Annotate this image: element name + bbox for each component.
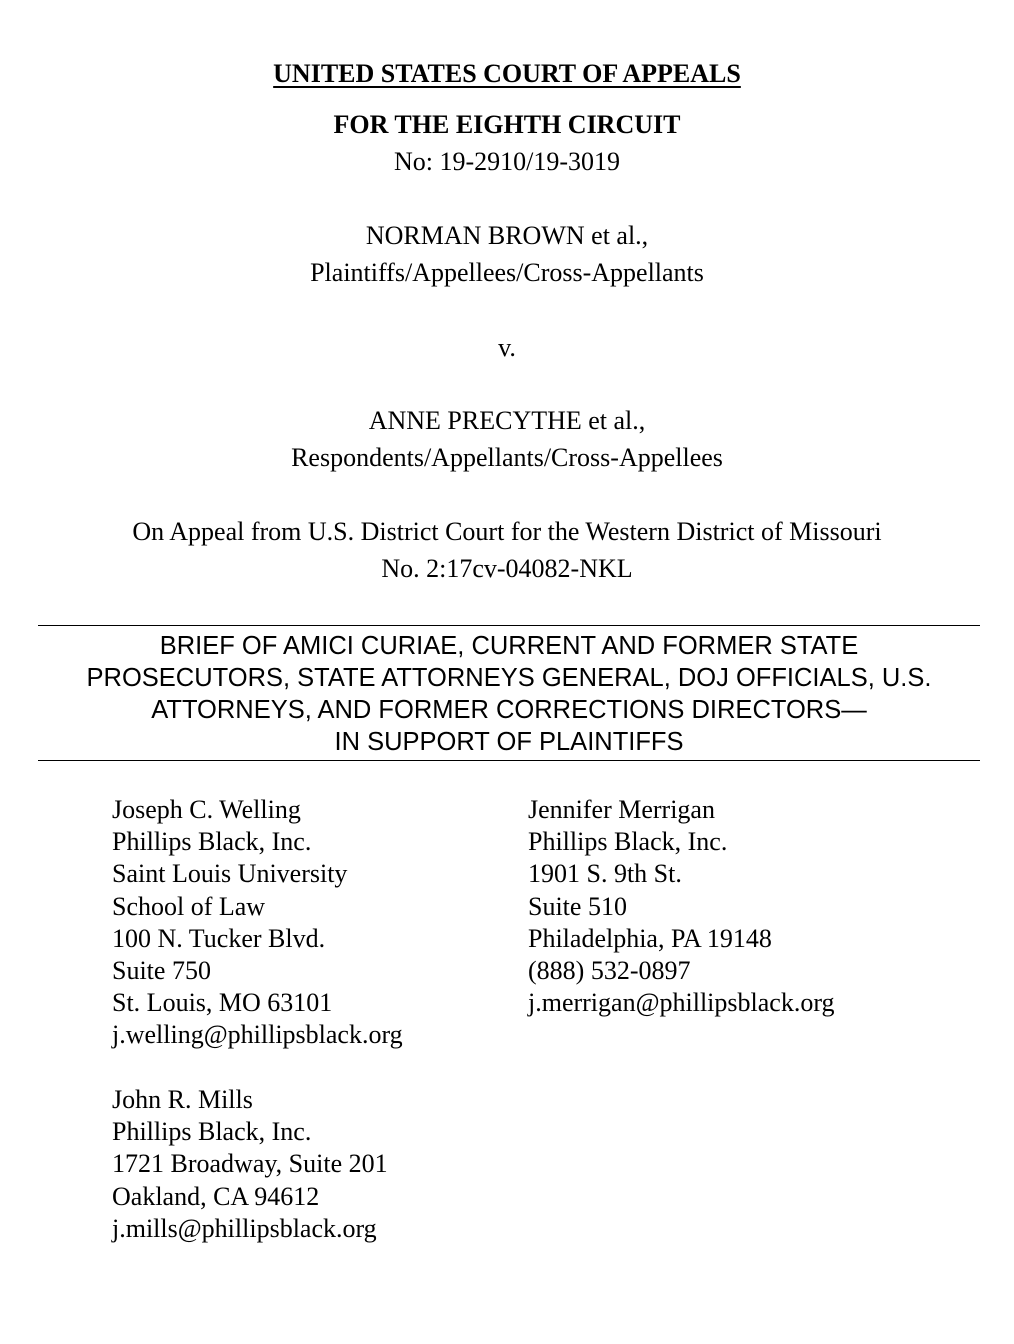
- bottom-rule: [38, 760, 980, 761]
- counsel-address-line: 1901 S. 9th St.: [528, 859, 682, 889]
- counsel-phone: (888) 532-0897: [528, 956, 691, 986]
- versus: v.: [498, 333, 516, 362]
- appeal-from: On Appeal from U.S. District Court for the Western District of Missouri: [132, 517, 882, 546]
- counsel-address-line: 1721 Broadway, Suite 201: [112, 1149, 388, 1179]
- counsel-firm: Phillips Black, Inc.: [112, 827, 312, 857]
- counsel-block-merrigan: [528, 794, 835, 1019]
- counsel-address-line: Saint Louis University: [112, 859, 348, 889]
- defendant-name: ANNE PRECYTHE et al.,: [368, 406, 646, 435]
- circuit-name: FOR THE EIGHTH CIRCUIT: [333, 110, 681, 139]
- brief-title-line: IN SUPPORT OF PLAINTIFFS: [334, 728, 684, 756]
- counsel-address-line: Oakland, CA 94612: [112, 1181, 320, 1211]
- counsel-address-line: Suite 510: [528, 891, 627, 921]
- counsel-email: j.mills@phillipsblack.org: [112, 1213, 377, 1243]
- counsel-name: John R. Mills: [112, 1085, 253, 1114]
- counsel-block-mills: [112, 1084, 388, 1245]
- counsel-firm: Phillips Black, Inc.: [528, 827, 728, 857]
- brief-title-line: BRIEF OF AMICI CURIAE, CURRENT AND FORMER STATE: [159, 632, 859, 660]
- counsel-address-line: Philadelphia, PA 19148: [528, 923, 772, 953]
- plaintiff-role: Plaintiffs/Appellees/Cross-Appellants: [310, 258, 704, 287]
- counsel-block-welling: [112, 794, 403, 1052]
- court-name: UNITED STATES COURT OF APPEALS: [273, 59, 741, 88]
- brief-title-line: ATTORNEYS, AND FORMER CORRECTIONS DIRECTORS—: [151, 696, 867, 724]
- top-rule: [38, 625, 980, 626]
- counsel-address-line: Suite 750: [112, 956, 211, 986]
- brief-title: [38, 630, 980, 758]
- plaintiff-name: NORMAN BROWN et al.,: [365, 221, 649, 250]
- docket-number: No: 19-2910/19-3019: [393, 147, 621, 176]
- counsel-address-line: 100 N. Tucker Blvd.: [112, 923, 326, 953]
- district-case-number: No. 2:17cv-04082-NKL: [381, 554, 633, 583]
- counsel-email: j.welling@phillipsblack.org: [112, 1020, 403, 1050]
- brief-title-line: PROSECUTORS, STATE ATTORNEYS GENERAL, DOJ OFFICIALS, U.S.: [86, 664, 932, 692]
- defendant-role: Respondents/Appellants/Cross-Appellees: [291, 443, 723, 472]
- counsel-address-line: School of Law: [112, 891, 266, 921]
- counsel-address-line: St. Louis, MO 63101: [112, 988, 333, 1018]
- counsel-name: Joseph C. Welling: [112, 795, 301, 824]
- counsel-email: j.merrigan@phillipsblack.org: [528, 988, 835, 1018]
- counsel-name: Jennifer Merrigan: [528, 795, 715, 824]
- counsel-firm: Phillips Black, Inc.: [112, 1117, 312, 1147]
